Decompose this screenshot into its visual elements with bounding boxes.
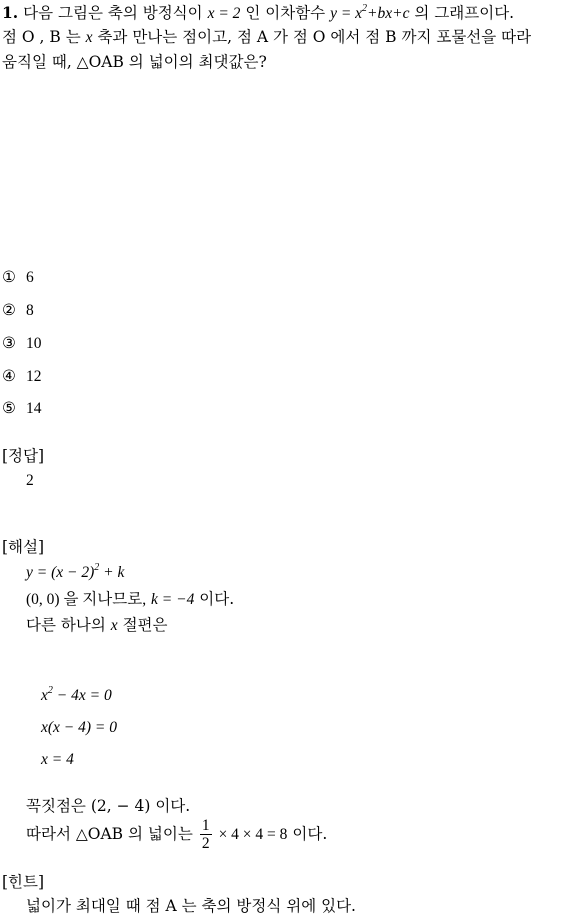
answer-label: [정답] xyxy=(2,447,45,465)
eq-vertex-form-a: y = (x − 2) xyxy=(26,564,95,581)
step-1a: x xyxy=(41,687,48,704)
step-3: x = 4 xyxy=(41,751,74,768)
x-variable: x xyxy=(85,29,93,46)
area-calculation: × 4 × 4 = 8 xyxy=(218,826,288,844)
function-equation-b: +bx+c xyxy=(367,5,410,22)
eq-vertex-form-b: + k xyxy=(99,564,125,581)
option-value: 12 xyxy=(26,368,42,385)
option-item[interactable] xyxy=(2,367,42,386)
explanation-2c: 이다. xyxy=(199,590,235,608)
option-marker: ⑤ xyxy=(2,399,16,417)
explanation-line-4: 꼭짓점은 (2, − 4) 이다. xyxy=(26,797,191,815)
option-marker: ④ xyxy=(2,367,16,385)
option-item[interactable] xyxy=(2,301,34,320)
option-value: 14 xyxy=(26,400,42,417)
fraction-denominator: 2 xyxy=(201,835,210,853)
step-1b: − 4x = 0 xyxy=(52,687,112,704)
explanation-3a: 다른 하나의 xyxy=(26,616,106,634)
question-text-1a: 다음 그림은 축의 방정식이 xyxy=(23,4,203,22)
exponent-2: 2 xyxy=(94,562,100,573)
question-text-2b: 축과 만나는 점이고, 점 A 가 점 O 에서 점 B 까지 포물선을 따라 xyxy=(97,28,532,46)
exponent-3: 2 xyxy=(47,685,53,696)
function-equation-a: y = x xyxy=(330,5,363,22)
exponent: 2 xyxy=(362,3,368,14)
option-item[interactable] xyxy=(2,268,34,287)
option-marker: ① xyxy=(2,268,16,286)
option-value: 6 xyxy=(26,269,34,286)
option-value: 10 xyxy=(26,335,42,352)
option-value: 8 xyxy=(26,302,34,319)
hint-text: 넓이가 최대일 때 점 A 는 축의 방정식 위에 있다. xyxy=(26,897,356,915)
option-marker: ② xyxy=(2,301,16,319)
explanation-2a: (0, 0) 을 지나므로, xyxy=(26,591,147,608)
option-item[interactable] xyxy=(2,399,42,418)
explanation-label: [해설] xyxy=(2,538,45,556)
step-2: x(x − 4) = 0 xyxy=(41,719,118,736)
explanation-line-5 xyxy=(26,818,327,852)
hint-label: [힌트] xyxy=(2,873,45,891)
explanation-line-2 xyxy=(26,590,234,609)
explanation-line-3 xyxy=(26,616,167,635)
question-number: 1. xyxy=(2,3,19,22)
question-text-2a: 점 O , B 는 xyxy=(2,28,81,46)
question-text-1c: 의 그래프이다. xyxy=(414,4,515,22)
step-1 xyxy=(41,686,112,705)
fraction-numerator: 1 xyxy=(201,817,210,834)
axis-equation: x = 2 xyxy=(207,5,241,22)
answer-value: 2 xyxy=(26,472,34,489)
explanation-5c: 이다. xyxy=(292,825,328,844)
option-item[interactable] xyxy=(2,334,42,353)
explanation-5a: 따라서 △OAB 의 넓이는 xyxy=(26,825,193,844)
question-text-1b: 인 이차함수 xyxy=(245,4,326,22)
question-line-2 xyxy=(2,28,531,47)
function-equation xyxy=(330,5,409,22)
explanation-line-1 xyxy=(26,563,124,582)
explanation-3c: 절편은 xyxy=(122,616,168,634)
fraction-one-half xyxy=(200,818,212,852)
k-value: k = −4 xyxy=(151,591,195,608)
question-line-3: 움직일 때, △OAB 의 넓이의 최댓값은? xyxy=(2,53,267,71)
option-marker: ③ xyxy=(2,334,16,352)
x-variable-2: x xyxy=(110,617,118,634)
question-line-1 xyxy=(2,3,514,23)
